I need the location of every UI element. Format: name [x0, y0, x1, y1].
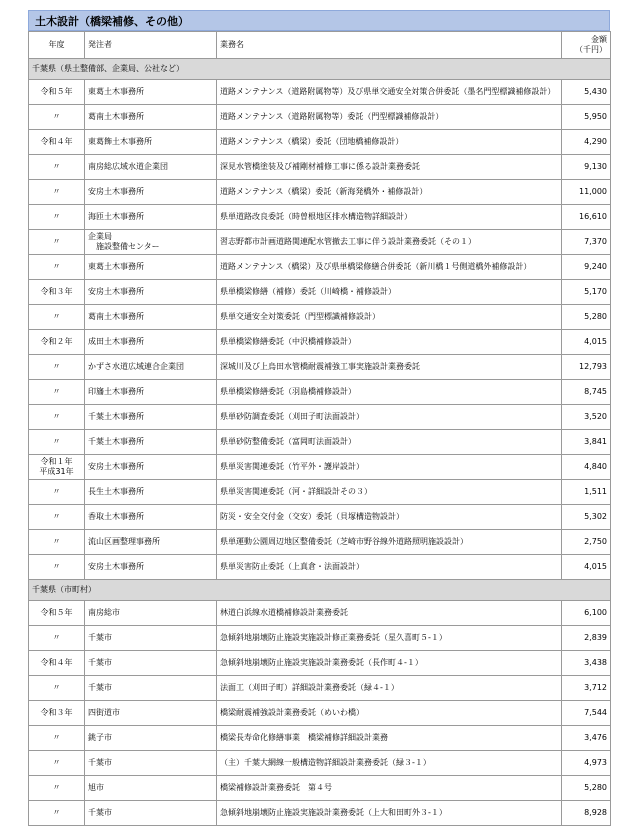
year-cell: 令和５年 [29, 80, 85, 105]
work-cell: 橋梁補修設計業務委託 第４号 [217, 776, 562, 801]
client-cell: 千葉市 [85, 676, 217, 701]
client-cell: 東葛土木事務所 [85, 80, 217, 105]
table-row [29, 505, 611, 530]
work-cell: 県単道路改良委託（時曽根地区排水構造物詳細設計） [217, 205, 562, 230]
year-cell: 〃 [29, 480, 85, 505]
year-cell: 〃 [29, 230, 85, 255]
work-cell: 県単災害防止委託（上真倉・法面設計） [217, 555, 562, 580]
year-cell: 〃 [29, 726, 85, 751]
table-row [29, 430, 611, 455]
table-row [29, 180, 611, 205]
amount-cell: 7,370 [562, 230, 611, 255]
client-cell: 長生土木事務所 [85, 480, 217, 505]
client-cell: 企業局 施設整備センター [85, 230, 217, 255]
amount-cell: 5,280 [562, 776, 611, 801]
section-label: 千葉県（県土整備部、企業局、公社など） [29, 59, 611, 80]
year-cell: 〃 [29, 355, 85, 380]
year-cell: 〃 [29, 380, 85, 405]
table-row [29, 676, 611, 701]
amount-cell: 5,170 [562, 280, 611, 305]
work-cell: （主）千葉大網線一般構造物詳細設計業務委託（緑３-１） [217, 751, 562, 776]
client-cell: 安房土木事務所 [85, 455, 217, 480]
work-cell: 急傾斜地崩壊防止施設実施設計業務委託（上大和田町外３-１） [217, 801, 562, 826]
header-year: 年度 [29, 32, 85, 59]
table-row [29, 555, 611, 580]
section-header-row [29, 580, 611, 601]
amount-cell: 3,841 [562, 430, 611, 455]
client-cell: かずさ水道広域連合企業団 [85, 355, 217, 380]
client-cell: 香取土木事務所 [85, 505, 217, 530]
work-cell: 道路メンテナンス（橋梁）委託（新海発橋外・補修設計） [217, 180, 562, 205]
table-row [29, 280, 611, 305]
table-row [29, 330, 611, 355]
year-cell: 〃 [29, 255, 85, 280]
table-row [29, 130, 611, 155]
table-row [29, 626, 611, 651]
table-row [29, 255, 611, 280]
client-cell: 四街道市 [85, 701, 217, 726]
work-cell: 県単交通安全対策委託（門型標識補修設計） [217, 305, 562, 330]
client-cell: 銚子市 [85, 726, 217, 751]
amount-cell: 4,840 [562, 455, 611, 480]
work-cell: 県単橋梁修繕委託（中沢橋補修設計） [217, 330, 562, 355]
year-cell: 〃 [29, 305, 85, 330]
header-amount-unit: （千円） [575, 45, 607, 54]
projects-table [28, 31, 611, 826]
year-cell: 〃 [29, 776, 85, 801]
amount-cell: 5,430 [562, 80, 611, 105]
amount-cell: 3,520 [562, 405, 611, 430]
table-row [29, 380, 611, 405]
year-cell: 令和１年 平成31年 [29, 455, 85, 480]
year-cell: 令和３年 [29, 701, 85, 726]
table-row [29, 455, 611, 480]
client-cell: 千葉市 [85, 651, 217, 676]
amount-cell: 5,302 [562, 505, 611, 530]
client-cell: 安房土木事務所 [85, 280, 217, 305]
amount-cell: 16,610 [562, 205, 611, 230]
client-cell: 成田土木事務所 [85, 330, 217, 355]
client-cell: 葛南土木事務所 [85, 305, 217, 330]
client-cell: 千葉市 [85, 801, 217, 826]
year-cell: 〃 [29, 180, 85, 205]
client-cell: 流山区画整理事務所 [85, 530, 217, 555]
amount-cell: 2,750 [562, 530, 611, 555]
table-row [29, 155, 611, 180]
amount-cell: 4,015 [562, 330, 611, 355]
client-cell: 千葉市 [85, 626, 217, 651]
client-cell: 葛南土木事務所 [85, 105, 217, 130]
year-cell: 令和３年 [29, 280, 85, 305]
amount-cell: 4,290 [562, 130, 611, 155]
client-cell: 旭市 [85, 776, 217, 801]
work-cell: 深城川及び上烏田水管橋耐震補強工事実施設計業務委託 [217, 355, 562, 380]
table-row [29, 726, 611, 751]
table-row [29, 701, 611, 726]
header-amount [562, 32, 611, 59]
client-cell: 千葉土木事務所 [85, 405, 217, 430]
amount-cell: 3,712 [562, 676, 611, 701]
table-row [29, 651, 611, 676]
work-cell: 道路メンテナンス（道路附属物等）委託（門型標識補修設計） [217, 105, 562, 130]
header-work: 業務名 [217, 32, 562, 59]
client-cell: 南房総市 [85, 601, 217, 626]
amount-cell: 8,745 [562, 380, 611, 405]
work-cell: 県単砂防整備委託（富岡町法面設計） [217, 430, 562, 455]
year-cell: 〃 [29, 105, 85, 130]
amount-cell: 7,544 [562, 701, 611, 726]
amount-cell: 4,015 [562, 555, 611, 580]
work-cell: 県単災害関連委託（河・詳細設計その３） [217, 480, 562, 505]
table-row [29, 230, 611, 255]
client-cell: 千葉市 [85, 751, 217, 776]
year-cell: 令和４年 [29, 651, 85, 676]
document-page [28, 10, 610, 826]
work-cell: 県単砂防調査委託（刈田子町法面設計） [217, 405, 562, 430]
table-row [29, 305, 611, 330]
work-cell: 習志野都市計画道路関連配水管撤去工事に伴う設計業務委託（その１） [217, 230, 562, 255]
work-cell: 法面工（刈田子町）詳細設計業務委託（緑４-１） [217, 676, 562, 701]
year-cell: 〃 [29, 801, 85, 826]
work-cell: 橋梁耐震補強設計業務委託（めいわ橋） [217, 701, 562, 726]
client-cell: 印旛土木事務所 [85, 380, 217, 405]
amount-cell: 12,793 [562, 355, 611, 380]
work-cell: 県単橋梁修繕委託（羽島橋補修設計） [217, 380, 562, 405]
work-cell: 道路メンテナンス（橋梁）委託（団地橋補修設計） [217, 130, 562, 155]
amount-cell: 8,928 [562, 801, 611, 826]
client-cell: 東葛飾土木事務所 [85, 130, 217, 155]
work-cell: 県単災害関連委託（竹平外・護岸設計） [217, 455, 562, 480]
work-cell: 道路メンテナンス（橋梁）及び県単橋梁修繕合併委託（新川橋１号側道橋外補修設計） [217, 255, 562, 280]
year-cell: 〃 [29, 430, 85, 455]
year-cell: 〃 [29, 205, 85, 230]
work-cell: 深見水管橋塗装及び補剛材補修工事に係る設計業務委託 [217, 155, 562, 180]
work-cell: 橋梁長寿命化修繕事業 橋梁補修詳細設計業務 [217, 726, 562, 751]
client-cell: 安房土木事務所 [85, 180, 217, 205]
section-title: 土木設計（橋梁補修、その他） [28, 10, 610, 31]
year-cell: 令和５年 [29, 601, 85, 626]
amount-cell: 9,130 [562, 155, 611, 180]
year-cell: 〃 [29, 155, 85, 180]
year-cell: 〃 [29, 555, 85, 580]
work-cell: 林道白浜線水道橋補修設計業務委託 [217, 601, 562, 626]
year-cell: 〃 [29, 505, 85, 530]
work-cell: 道路メンテナンス（道路附属物等）及び県単交通安全対策合併委託（墨名門型標識補修設計） [217, 80, 562, 105]
header-amount-label: 金額 [591, 35, 607, 44]
table-row [29, 355, 611, 380]
client-cell: 海匝土木事務所 [85, 205, 217, 230]
year-cell: 〃 [29, 530, 85, 555]
amount-cell: 3,438 [562, 651, 611, 676]
amount-cell: 6,100 [562, 601, 611, 626]
client-cell: 東葛土木事務所 [85, 255, 217, 280]
year-cell: 〃 [29, 676, 85, 701]
table-row [29, 405, 611, 430]
section-label: 千葉県（市町村） [29, 580, 611, 601]
client-cell: 安房土木事務所 [85, 555, 217, 580]
table-row [29, 751, 611, 776]
year-cell: 令和４年 [29, 130, 85, 155]
work-cell: 防災・安全交付金（交安）委託（貝塚構造物設計） [217, 505, 562, 530]
amount-cell: 5,950 [562, 105, 611, 130]
work-cell: 急傾斜地崩壊防止施設実施設計業務委託（長作町４-１） [217, 651, 562, 676]
amount-cell: 5,280 [562, 305, 611, 330]
client-cell: 千葉土木事務所 [85, 430, 217, 455]
table-row [29, 480, 611, 505]
work-cell: 急傾斜地崩壊防止施設実施設計修正業務委託（星久喜町５-１） [217, 626, 562, 651]
table-row [29, 205, 611, 230]
year-cell: 〃 [29, 405, 85, 430]
amount-cell: 3,476 [562, 726, 611, 751]
section-header-row [29, 59, 611, 80]
year-cell: 〃 [29, 626, 85, 651]
table-row [29, 105, 611, 130]
amount-cell: 9,240 [562, 255, 611, 280]
work-cell: 県単橋梁修繕（補修）委託（川崎橋・補修設計） [217, 280, 562, 305]
table-row [29, 776, 611, 801]
table-row [29, 530, 611, 555]
table-header-row [29, 32, 611, 59]
client-cell: 南房総広域水道企業団 [85, 155, 217, 180]
year-cell: 〃 [29, 751, 85, 776]
year-cell: 令和２年 [29, 330, 85, 355]
table-row [29, 80, 611, 105]
table-row [29, 601, 611, 626]
amount-cell: 4,973 [562, 751, 611, 776]
amount-cell: 11,000 [562, 180, 611, 205]
table-row [29, 801, 611, 826]
amount-cell: 1,511 [562, 480, 611, 505]
work-cell: 県単運動公園周辺地区整備委託（芝崎市野谷線外道路照明施設設計） [217, 530, 562, 555]
amount-cell: 2,839 [562, 626, 611, 651]
header-client: 発注者 [85, 32, 217, 59]
